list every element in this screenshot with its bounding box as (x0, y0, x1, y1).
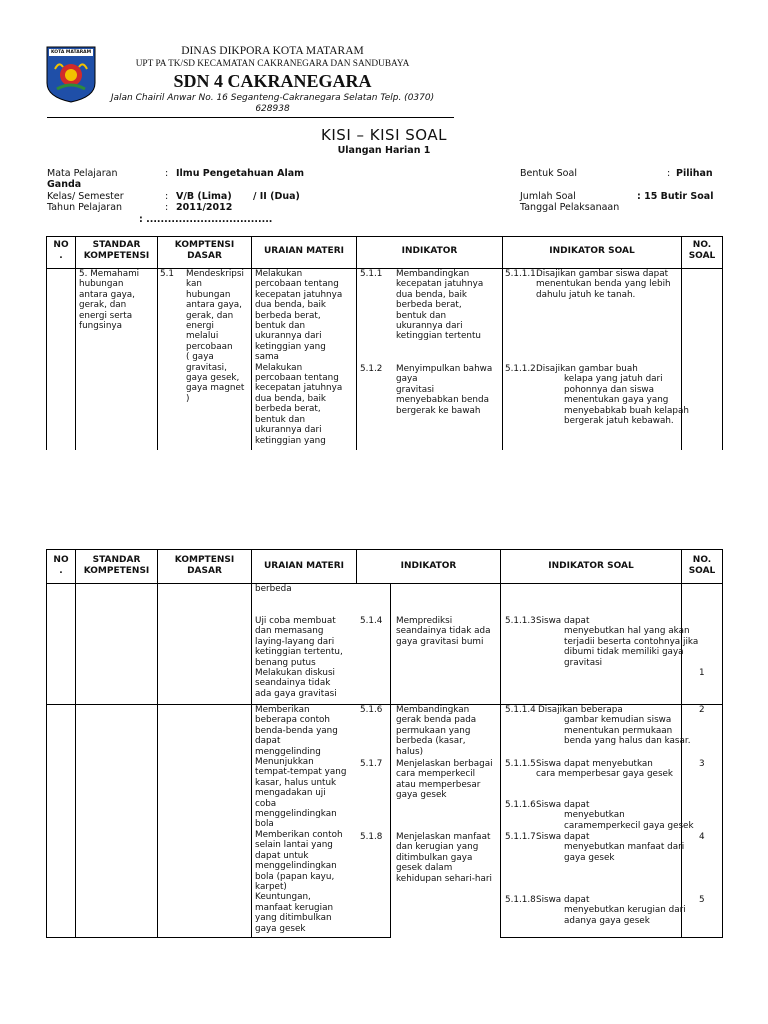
t1-indikator-soal-2-number: 5.1.1.2 (505, 364, 536, 374)
school-address: Jalan Chairil Anwar No. 16 Seganteng-Cakranegara Selatan Telp. (0370) (110, 93, 435, 103)
logo-text: KOTA MATARAM (51, 50, 92, 55)
info-tanggal-label: Tanggal Pelaksanaan (520, 202, 620, 213)
header-standar-kompetensi: STANDAR KOMPETENSI (83, 240, 150, 261)
t2-indikator-soal-4-number: 5.1.1.4 (505, 705, 536, 715)
t2-indikator-soal-8-text: Siswa dapat menyebutkan kerugian dari adanya gaya gesek (536, 895, 686, 926)
header-uraian-materi: URAIAN MATERI (264, 246, 344, 256)
t2-indikator-6-text: Membandingkan gerak benda pada permukaan yang berbeda (kasar, halus) (396, 705, 477, 757)
t1-uraian-materi: Melakukan percobaan tentang kecepatan jatuhnya dua benda, baik berbeda berat, bentuk dan ukurannya dari ketinggian yang sama Melakukan percobaan tentang kecepatan jatuhnya dua benda, baik berbeda berat, bentuk dan ukurannya dari ketinggian yang (255, 269, 343, 446)
t1-indikator-soal-1-number: 5.1.1.1 (505, 269, 536, 279)
t2-materi-b: Uji coba membuat dan memasang laying-layang dari ketinggian tertentu, benang putus Melakukan diskusi seandainya tidak ada gaya gravitasi (255, 616, 343, 699)
info-semester-value: / II (Dua) (253, 191, 300, 202)
header-no-soal: NO. SOAL (688, 240, 716, 261)
t2-indikator-soal-4-text: Disajikan beberapa gambar kemudian siswa menentukan permukaan benda yang halus dan kasar. (538, 705, 691, 747)
header2-no-soal: NO. SOAL (688, 555, 716, 576)
t2-materi-a: berbeda (255, 584, 292, 594)
t1-indikator-1-number: 5.1.1 (360, 269, 383, 279)
info-kelas-value: V/B (Lima) (176, 191, 232, 202)
t2-no-soal-5: 5 (699, 895, 705, 905)
school-name: SDN 4 CAKRANEGARA (173, 71, 372, 91)
header-no: NO . (53, 240, 69, 261)
t2-indikator-soal-3-number: 5.1.1.3 (505, 616, 536, 626)
header2-indikator-soal: INDIKATOR SOAL (548, 561, 634, 571)
t2-indikator-soal-6-number: 5.1.1.6 (505, 800, 536, 810)
header2-uraian-materi: URAIAN MATERI (264, 561, 344, 571)
info-bentuk-colon: : (667, 168, 671, 179)
page-title: KISI – KISI SOAL (321, 126, 447, 144)
info-tanggal-value: : ................................... (139, 214, 273, 225)
info-tahun-colon: : (165, 202, 169, 213)
info-mapel-colon: : (165, 168, 169, 179)
header2-kompetensi-dasar: KOMPTENSI DASAR (174, 555, 235, 576)
t1-kd-number: 5.1 (160, 269, 174, 279)
info-kelas-label: Kelas/ Semester (47, 191, 124, 202)
t2-indikator-soal-6-text: Siswa dapat menyebutkan caramemperkecil gaya gesek (536, 800, 694, 831)
info-bentuk-cont: Ganda (47, 179, 82, 190)
t1-indikator-2-text: Menyimpulkan bahwa gaya gravitasi menyebabkan benda bergerak ke bawah (396, 364, 493, 416)
info-jumlah-label: Jumlah Soal (520, 191, 576, 202)
t2-indikator-8-text: Menjelaskan manfaat dan kerugian yang ditimbulkan gaya gesek dalam kehidupan sehari-hari (396, 832, 492, 884)
t1-indikator-soal-1-text: Disajikan gambar siswa dapat menentukan benda yang lebih dahulu jatuh ke tanah. (536, 269, 671, 300)
unit-name: UPT PA TK/SD KECAMATAN CAKRANEGARA DAN SANDUBAYA (135, 59, 410, 69)
t2-no-soal-2: 2 (699, 705, 705, 715)
info-mapel-value: Ilmu Pengetahuan Alam (176, 168, 305, 179)
t2-no-soal-1: 1 (699, 668, 705, 678)
t1-indikator-1-text: Membandingkan kecepatan jatuhnya dua benda, baik berbeda berat, bentuk dan ukurannya dari ketinggian tertentu (396, 269, 484, 342)
info-mapel-label: Mata Pelajaran (47, 168, 118, 179)
t1-kd-text: Mendeskripsi kan hubungan antara gaya, gerak, dan energi melalui percobaan ( gaya gravitasi, gaya gesek, gaya magnet ) (186, 269, 245, 404)
t2-indikator-4-text: Memprediksi seandainya tidak ada gaya gravitasi bumi (396, 616, 491, 647)
header2-no: NO . (53, 555, 69, 576)
info-bentuk-label: Bentuk Soal (520, 168, 577, 179)
t2-indikator-7-number: 5.1.7 (360, 759, 383, 769)
t2-indikator-soal-7-number: 5.1.1.7 (505, 832, 536, 842)
header2-standar-kompetensi: STANDAR KOMPETENSI (83, 555, 150, 576)
agency-name: DINAS DIKPORA KOTA MATARAM (181, 45, 364, 57)
t2-indikator-6-number: 5.1.6 (360, 705, 383, 715)
header-indikator-soal: INDIKATOR SOAL (549, 246, 635, 256)
info-jumlah-value: : 15 Butir Soal (637, 191, 714, 202)
t2-indikator-soal-5-number: 5.1.1.5 (505, 759, 536, 769)
header-indikator: INDIKATOR (401, 246, 458, 256)
t1-indikator-soal-2-text: Disajikan gambar buah kelapa yang jatuh dari pohonnya dan siswa menentukan gaya yang menyebabkab buah kelapah bergerak jatuh kebawah. (536, 364, 689, 427)
t2-indikator-8-number: 5.1.8 (360, 832, 383, 842)
t2-indikator-soal-7-text: Siswa dapat menyebutkan manfaat dari gaya gesek (536, 832, 685, 863)
info-kelas-colon: : (165, 191, 169, 202)
t2-indikator-4-number: 5.1.4 (360, 616, 383, 626)
header2-indikator: INDIKATOR (400, 561, 457, 571)
t1-standar-kompetensi: 5. Memahami hubungan antara gaya, gerak, dan energi serta fungsinya (79, 269, 140, 332)
info-bentuk-value: Pilihan (676, 168, 713, 179)
t2-indikator-soal-5-text: Siswa dapat menyebutkan cara memperbesar gaya gesek (536, 759, 674, 780)
t2-indikator-soal-8-number: 5.1.1.8 (505, 895, 536, 905)
t2-indikator-7-text: Menjelaskan berbagai cara memperkecil atau memperbesar gaya gesek (396, 759, 493, 801)
t2-indikator-soal-3-text: Siswa dapat menyebutkan hal yang akan terjadii beserta contohnya jika dibumi tidak memiliki gaya gravitasi (536, 616, 699, 668)
t1-indikator-2-number: 5.1.2 (360, 364, 383, 374)
header-kompetensi-dasar: KOMPTENSI DASAR (174, 240, 235, 261)
school-address-phone: 628938 (255, 104, 290, 114)
t2-no-soal-4: 4 (699, 832, 705, 842)
page-subtitle: Ulangan Harian 1 (337, 145, 431, 156)
info-tahun-value: 2011/2012 (176, 202, 233, 213)
t2-materi-c: Memberikan beberapa contoh benda-benda yang dapat menggelinding Menunjukkan tempat-tempat yang kasar, halus untuk mengadakan uji coba menggelindingkan bola Memberikan contoh selain lantai yang dapat untuk menggelindingkan bola (papan kayu, karpet) Keuntungan, manfaat kerugian yang ditimbulkan gaya gesek (255, 705, 347, 934)
t2-no-soal-3: 3 (699, 759, 705, 769)
info-tahun-label: Tahun Pelajaran (47, 202, 123, 213)
